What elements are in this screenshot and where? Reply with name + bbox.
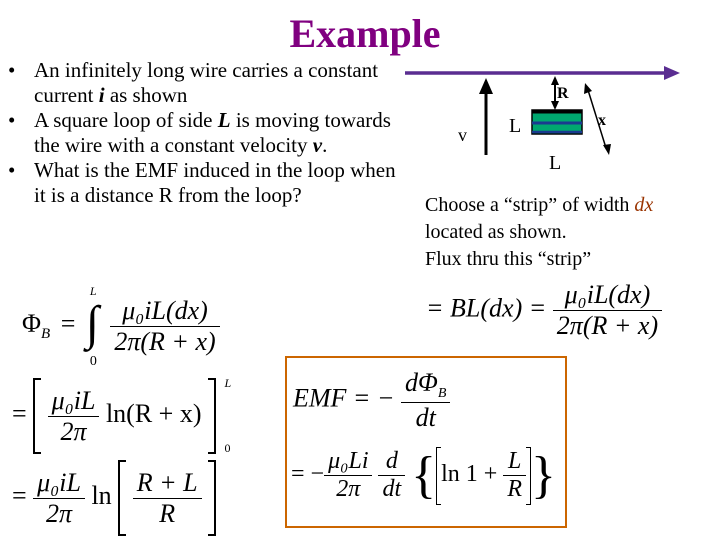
right-brace-icon: } xyxy=(531,447,556,504)
bullet-item: • An infinitely long wire carries a constant current i as shown xyxy=(8,58,379,107)
velocity-arrowhead-icon xyxy=(479,78,493,94)
log-evaluation-equation: = $\frac{\text{μ₀iL}}{2\pi}$ ln(R + x) L 0 xyxy=(12,376,232,455)
right-bracket xyxy=(208,378,216,454)
r-arrow-up-icon xyxy=(551,76,559,85)
flux-integral-equation: $\Phi_B$ = L ∫ 0 $\frac{\text{μ₀iL(dx)}}{2\pi(R + x)}$ xyxy=(22,290,220,362)
x-arrow-down-icon xyxy=(603,144,611,155)
label-l-side: L xyxy=(509,115,522,137)
integral-sign-icon: L ∫ 0 xyxy=(85,284,100,369)
label-l-bottom: L xyxy=(549,152,562,174)
final-flux-equation: = $\frac{\text{μ₀iL}}{2\pi}$ ln $\frac{R + L}{R}$ xyxy=(12,460,216,536)
explanation-line-2: located as shown. xyxy=(425,221,567,243)
label-x: x xyxy=(598,112,606,129)
label-r: R xyxy=(557,85,569,102)
emf-equation-line-2: = − $\frac{\text{μ₀Li}}{2\pi}$ $\frac{d}{dt}$ { ln 1 + $\frac{L}{R}$ } xyxy=(291,447,556,504)
r-arrow-down-icon xyxy=(551,101,559,110)
bullet-item: • A square loop of side L is moving towards the wire with a constant velocity v. xyxy=(8,108,391,157)
flux-strip-equation: = BL(dx) = $\frac{\text{μ₀iL(dx)}}{2\pi(R + x)}$ xyxy=(426,280,662,341)
slide-title: Example xyxy=(289,11,441,56)
wire-arrowhead-icon xyxy=(664,66,680,80)
explanation-line-1: Choose a “strip” of width dx xyxy=(425,194,654,216)
bullet-dot-icon: • xyxy=(8,158,16,182)
bullet-item: • What is the EMF induced in the loop when it is a distance R from the loop? xyxy=(8,158,396,207)
explanation-text xyxy=(425,192,653,273)
left-bracket xyxy=(33,378,41,454)
x-arrow-up-icon xyxy=(584,83,592,94)
explanation-line-3: Flux thru this “strip” xyxy=(425,248,592,270)
bullet-dot-icon: • xyxy=(8,108,16,132)
left-brace-icon: { xyxy=(411,447,437,504)
emf-equation-line-1: EMF = − $\frac{d\Phi_B}{dt}$ xyxy=(293,368,450,433)
bullet-dot-icon: • xyxy=(8,58,16,82)
label-v: v xyxy=(458,125,467,145)
